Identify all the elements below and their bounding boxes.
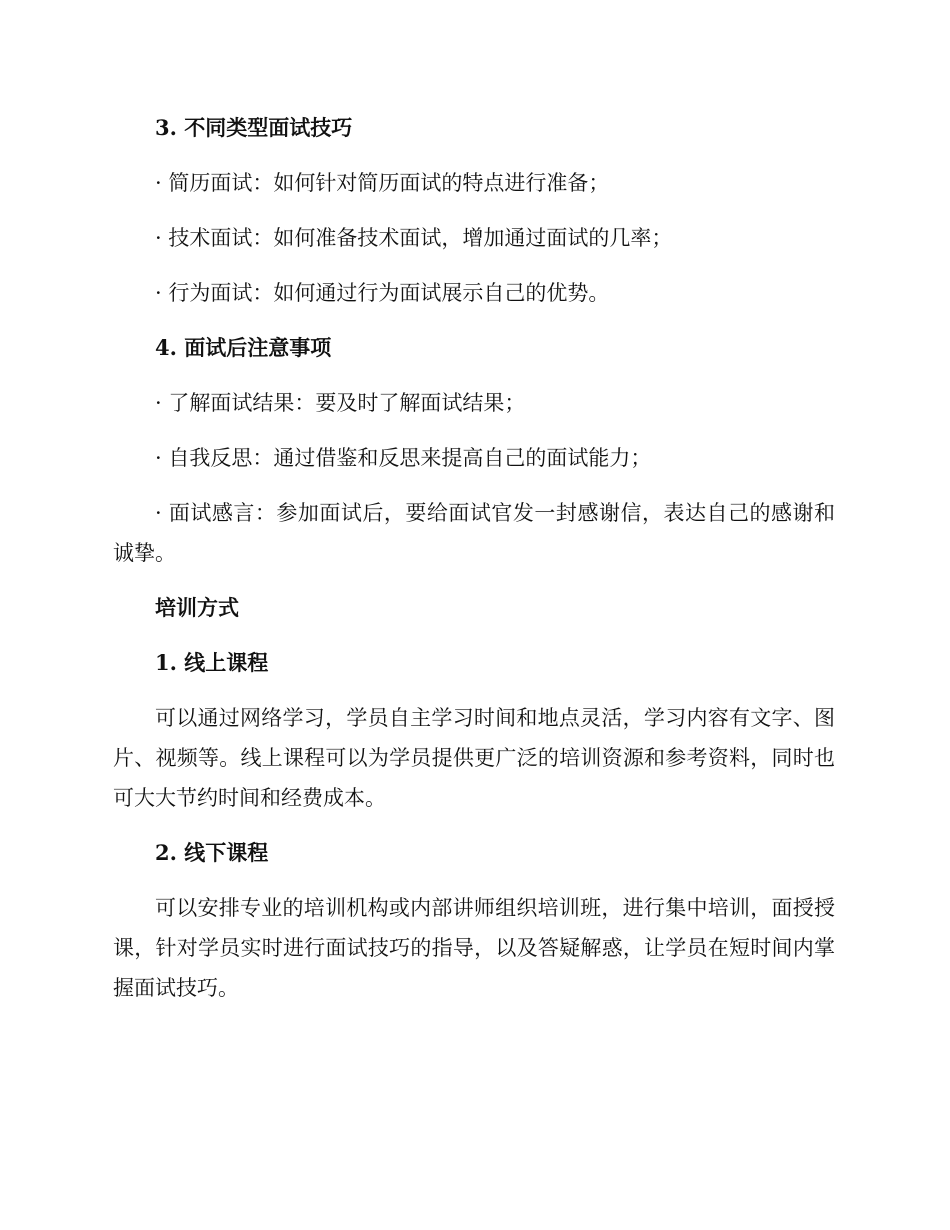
online-course-heading: 1. 线上课程 xyxy=(155,650,269,675)
section-3-heading: 3. 不同类型面试技巧 xyxy=(155,115,353,140)
document-page xyxy=(113,108,835,1023)
list-item: · 技术面试：如何准备技术面试，增加通过面试的几率； xyxy=(155,226,673,250)
training-heading: 培训方式 xyxy=(155,595,239,620)
offline-course-heading: 2. 线下课程 xyxy=(155,840,269,865)
section-4-heading: 4. 面试后注意事项 xyxy=(155,335,332,360)
online-course-text: 可以通过网络学习，学员自主学习时间和地点灵活，学习内容有文字、图片、视频等。线上课程可以为学员提供更广泛的培训资源和参考资料，同时也可大大节约时间和经费成本。 xyxy=(113,706,835,810)
offline-course-text: 可以安排专业的培训机构或内部讲师组织培训班，进行集中培训，面授授课，针对学员实时进行面试技巧的指导，以及答疑解惑，让学员在短时间内掌握面试技巧。 xyxy=(113,896,835,1000)
list-item: · 自我反思：通过借鉴和反思来提高自己的面试能力； xyxy=(155,446,652,470)
list-item: · 面试感言：参加面试后，要给面试官发一封感谢信，表达自己的感谢和诚挚。 xyxy=(113,501,835,565)
list-item: · 行为面试：如何通过行为面试展示自己的优势。 xyxy=(155,281,610,305)
list-item: · 简历面试：如何针对简历面试的特点进行准备； xyxy=(155,171,610,195)
list-item: · 了解面试结果：要及时了解面试结果； xyxy=(155,391,526,415)
